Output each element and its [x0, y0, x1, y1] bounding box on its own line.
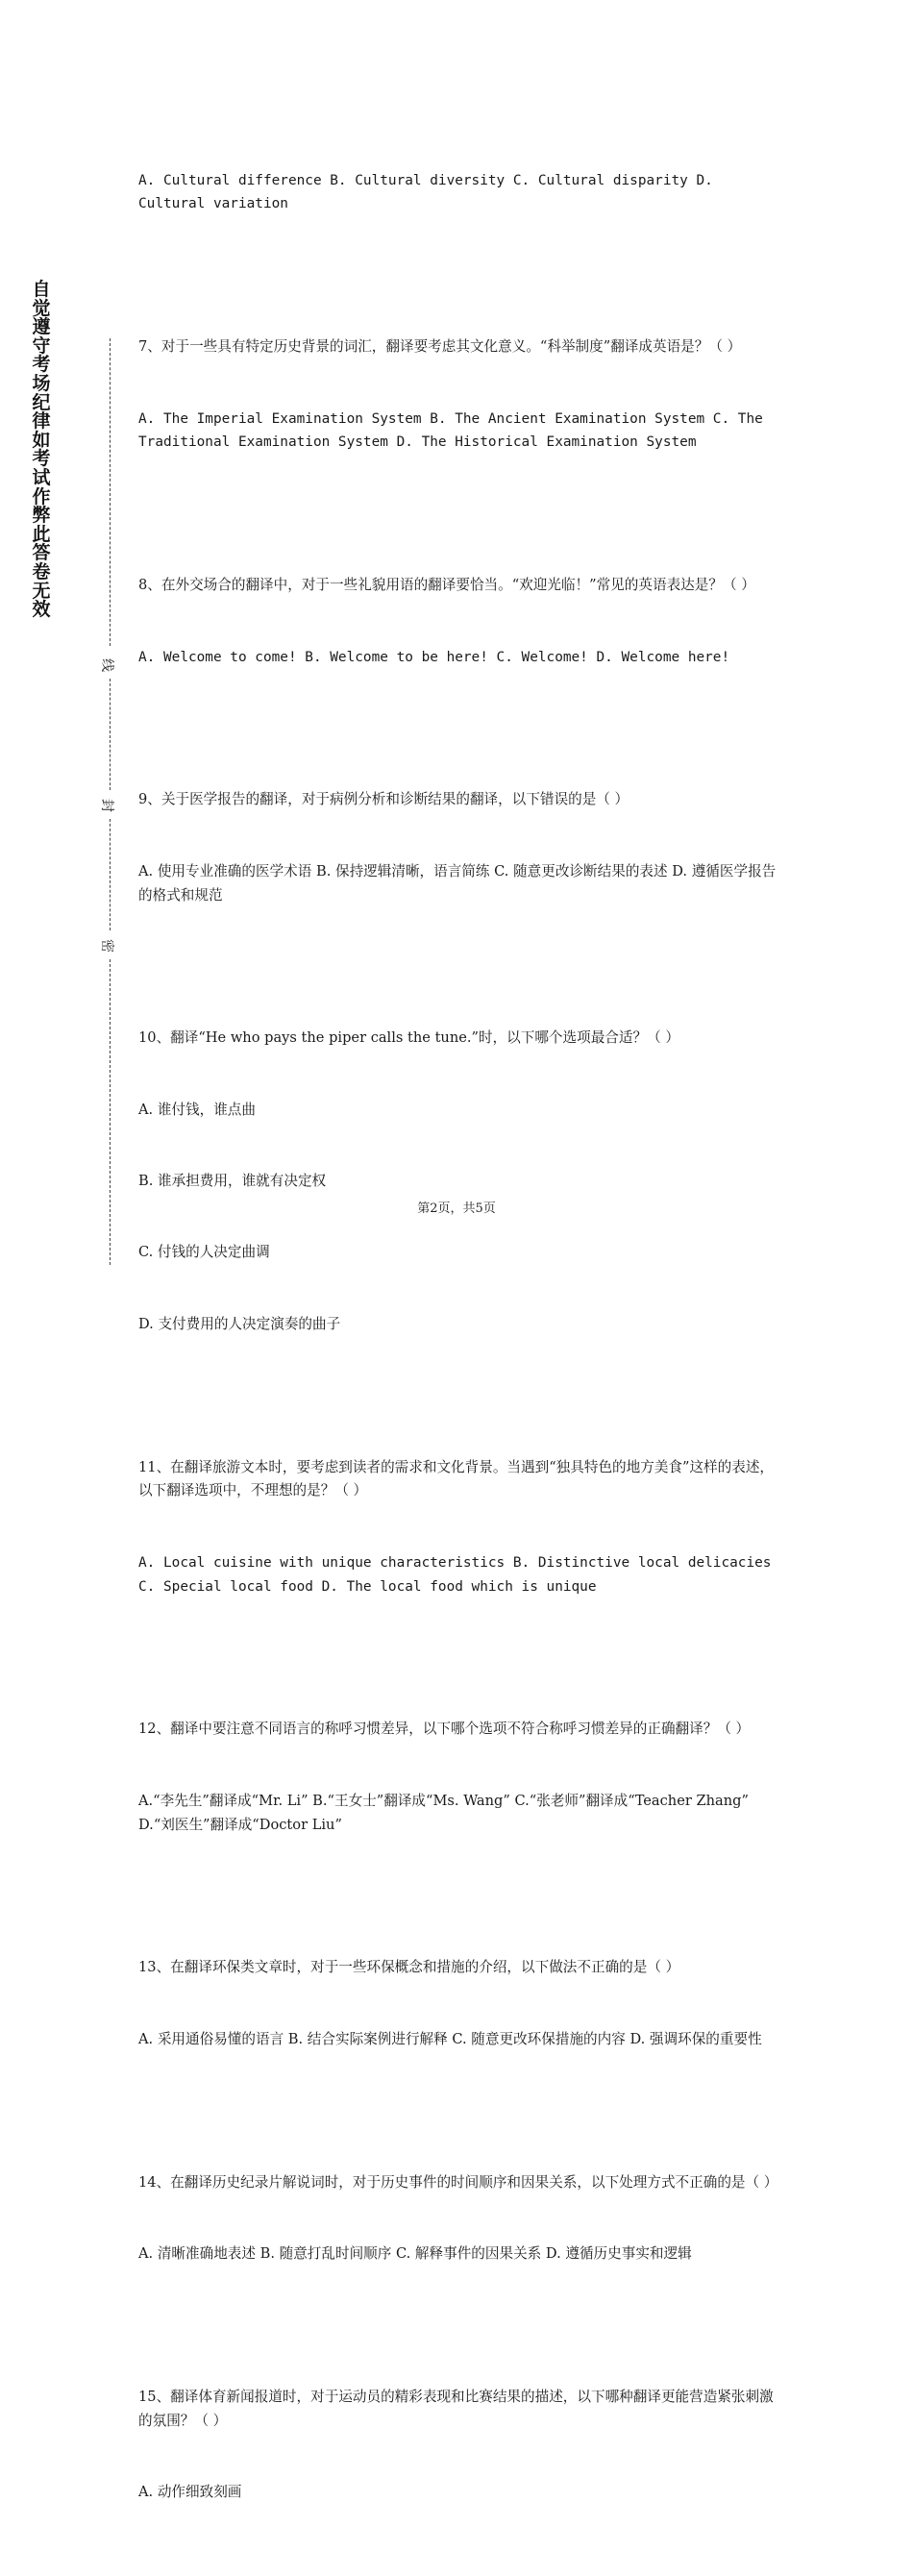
answer-options: A. Local cuisine with unique characteristics B. Distinctive local delicacies C. Special local food D. The local food which is unique — [138, 1554, 780, 1595]
question-text: 13、在翻译环保类文章时，对于一些环保概念和措施的介绍，以下做法不正确的是（ ） — [138, 1959, 680, 1976]
question-list — [138, 121, 784, 2576]
answer-option: A. 谁付钱，谁点曲 — [138, 1101, 256, 1118]
answer-options: A. Welcome to come! B. Welcome to be here! C. Welcome! D. Welcome here! — [138, 649, 730, 665]
seal-line-feng: 封 — [99, 799, 114, 812]
answer-options: A. The Imperial Examination System B. The Ancient Examination System C. The Traditional Examination System D. The Historical Examination System — [138, 410, 772, 451]
question-block — [138, 288, 784, 503]
question-text: 14、在翻译历史纪录片解说词时，对于历史事件的时间顺序和因果关系，以下处理方式不正确的是（ ） — [138, 2173, 778, 2191]
answer-options: A. 使用专业准确的医学术语 B. 保持逻辑清晰，语言简练 C. 随意更改诊断结果的表述 D. 遵循医学报告的格式和规范 — [138, 862, 777, 904]
question-block — [138, 741, 784, 955]
answer-option: D. 支付费用的人决定演奏的曲子 — [138, 1315, 341, 1332]
answer-options: A.“李先生”翻译成“Mr. Li” B.“王女士”翻译成“Ms. Wang” C.“张老师”翻译成“Teacher Zhang” D.“刘医生”翻译成“Doctor Liu” — [138, 1792, 753, 1833]
answer-options: A. 清晰准确地表述 B. 随意打乱时间顺序 C. 解释事件的因果关系 D. 遵循历史事实和逻辑 — [138, 2244, 692, 2262]
question-text: 11、在翻译旅游文本时，要考虑到读者的需求和文化背景。当遇到“独具特色的地方美食”这样的表述，以下翻译选项中，不理想的是？（ ） — [138, 1458, 775, 1499]
question-text: 8、在外交场合的翻译中，对于一些礼貌用语的翻译要恰当。“欢迎光临！”常见的英语表达是？（ ） — [138, 577, 755, 594]
seal-line-dash — [110, 959, 111, 1265]
seal-line-xian: 线 — [99, 658, 114, 672]
seal-line-mi: 密 — [99, 939, 114, 953]
question-text: 15、翻译体育新闻报道时，对于运动员的精彩表现和比赛结果的描述，以下哪种翻译更能营造紧张刺激的氛围？（ ） — [138, 2388, 774, 2429]
question-block — [138, 1671, 784, 1885]
question-text: 10、翻译“He who pays the piper calls the tune.”时，以下哪个选项最合适？（ ） — [138, 1029, 679, 1047]
question-block — [138, 1909, 784, 2099]
answer-options: A. Cultural difference B. Cultural diversity C. Cultural disparity D. Cultural variation — [138, 172, 722, 212]
question-text: 7、对于一些具有特定历史背景的词汇，翻译要考虑其文化意义。“科举制度”翻译成英语是？（ ） — [138, 338, 742, 356]
answer-options: A. 采用通俗易懂的语言 B. 结合实际案例进行解释 C. 随意更改环保措施的内容 D. 强调环保的重要性 — [138, 2030, 762, 2047]
question-text: 12、翻译中要注意不同语言的称呼习惯差异，以下哪个选项不符合称呼习惯差异的正确翻译？（ ） — [138, 1721, 751, 1738]
exam-discipline-notice: 自觉遵守考场纪律如考试作弊此答卷无效 — [32, 279, 51, 621]
question-block — [138, 2338, 784, 2552]
question-block — [138, 121, 784, 264]
question-block — [138, 527, 784, 717]
question-block — [138, 2123, 784, 2314]
answer-option: A. 动作细致刻画 — [138, 2483, 242, 2500]
seal-line-dash — [110, 819, 111, 930]
seal-line-dash — [110, 338, 111, 646]
question-text: 9、关于医学报告的翻译，对于病例分析和诊断结果的翻译，以下错误的是（ ） — [138, 791, 629, 808]
question-block — [138, 1408, 784, 1647]
answer-option: C. 付钱的人决定曲调 — [138, 1244, 270, 1261]
answer-option: B. 谁承担费用，谁就有决定权 — [138, 1173, 327, 1190]
page-footer: 第2页，共5页 — [417, 1201, 496, 1216]
seal-line-dash — [110, 679, 111, 790]
question-block — [138, 979, 784, 1385]
